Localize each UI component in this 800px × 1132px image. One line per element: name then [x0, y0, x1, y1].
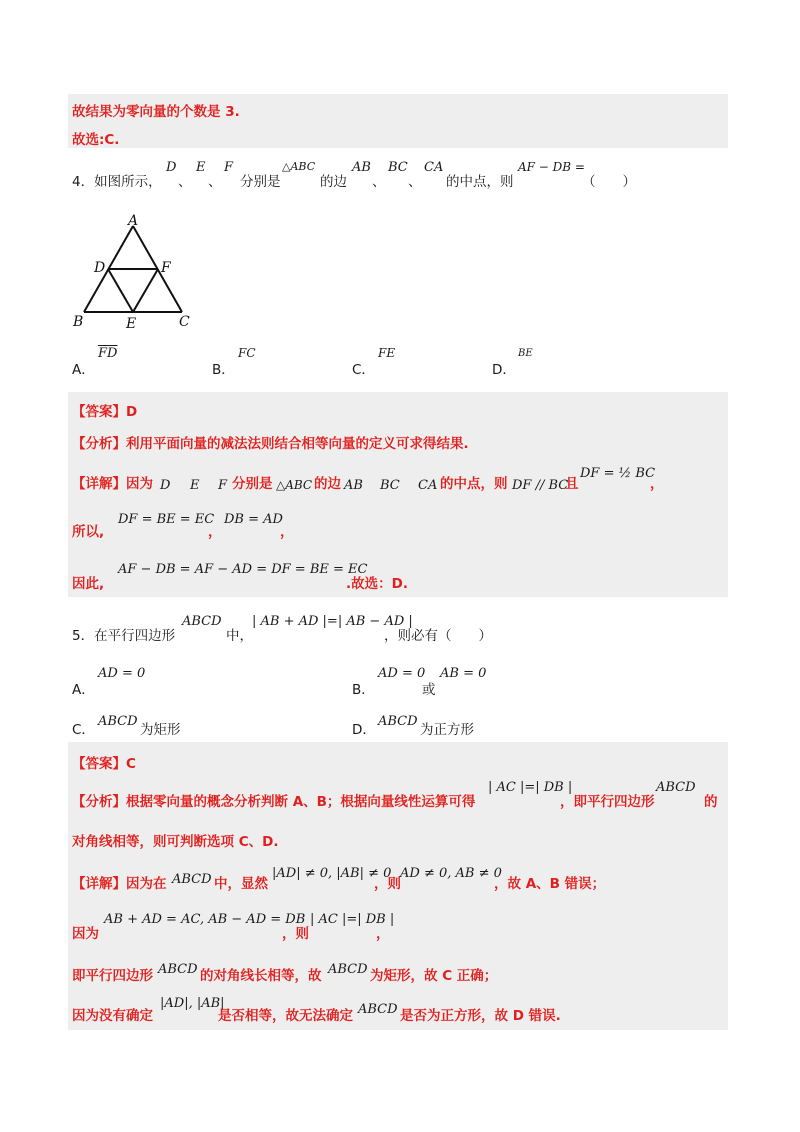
q5-abcd: ABCD — [182, 614, 222, 629]
q4-detail-half: DF = ½ BC — [580, 466, 656, 481]
q5-option-d-suffix: 为正方形 — [420, 722, 474, 738]
q4-detail-bc: BC — [380, 478, 400, 493]
q4-text: 分别是 — [240, 174, 281, 190]
figure-label-c: C — [179, 314, 190, 330]
q4-expression: AF − DB = — [518, 160, 585, 174]
q5-condition: | AB + AD |=| AB − AD | — [252, 614, 413, 629]
q4-detail-text: 且 — [565, 476, 579, 492]
q4-detail-eq1: DF = BE = EC — [118, 512, 215, 527]
figure-label-b: B — [73, 314, 84, 330]
q5-option-b-value: AD = 0 — [378, 666, 426, 681]
q5-text: ，则必有（ ） — [384, 628, 492, 644]
q4-point-f: F — [224, 160, 234, 175]
q4-analysis: 【分析】利用平面向量的减法法则结合相等向量的定义可求得结果. — [72, 436, 469, 452]
q4-detail-d: D — [160, 478, 171, 493]
q4-detail-ca: CA — [418, 478, 438, 493]
q4-option-d-value: BE — [518, 348, 533, 359]
q5-detail-text: ， — [376, 926, 390, 942]
q5-detail-eq3: AB + AD = AC, AB − AD = DB — [104, 912, 306, 927]
q4-answer: 【答案】D — [72, 404, 138, 420]
q4-detail-line2: 所以, — [72, 524, 105, 540]
q4-number: 4．如图所示， — [72, 174, 162, 190]
q5-detail-text: 是否相等，故无法确定 — [218, 1008, 353, 1024]
figure-label-a: A — [128, 213, 139, 229]
q4-point-d: D — [166, 160, 177, 175]
q4-detail-conclusion: .故选：D. — [346, 576, 408, 592]
q5-option-a[interactable]: A． — [72, 682, 95, 698]
q5-detail-abcd: ABCD — [158, 962, 198, 977]
q4-detail-comma: ， — [208, 524, 222, 540]
q5-analysis-text: ，即平行四边形 — [560, 794, 655, 810]
q5-option-a-value: AD = 0 — [98, 666, 146, 681]
q5-detail-eq4: | AC |=| DB | — [310, 912, 395, 927]
q5-option-c-suffix: 为矩形 — [140, 722, 181, 738]
q5-detail-text: 的对角线长相等，故 — [200, 968, 322, 984]
q5-detail-text: ，则 — [374, 876, 401, 892]
q4-detail-text: 分别是 — [232, 476, 273, 492]
prev-result-text: 故结果为零向量的个数是 3. — [72, 104, 240, 120]
q5-answer: 【答案】C — [72, 756, 136, 772]
q5-detail-abcd: ABCD — [358, 1002, 398, 1017]
q5-detail-text: ，则 — [282, 926, 309, 942]
q5-analysis-line2: 对角线相等，则可判断选项 C、D. — [72, 834, 279, 850]
q4-triangle: △ABC — [282, 160, 316, 173]
q5-analysis-abcd: ABCD — [656, 780, 696, 795]
q4-option-c-value: FE — [378, 346, 396, 360]
q5-option-c[interactable]: C． — [72, 722, 95, 738]
q4-detail-line1: 【详解】因为 — [72, 476, 153, 492]
q4-detail-f: F — [218, 478, 228, 493]
q4-option-a[interactable]: A． — [72, 362, 95, 378]
q5-detail-eq1: |AD| ≠ 0, |AB| ≠ 0 — [272, 866, 392, 881]
q4-text: 的边 — [320, 174, 347, 190]
q5-detail-text: 为矩形，故 C 正确； — [370, 968, 498, 984]
q5-option-c-value: ABCD — [98, 714, 138, 729]
q4-option-b[interactable]: B． — [212, 362, 235, 378]
q4-detail-comma: ， — [650, 476, 664, 492]
q4-sep: 、 — [372, 174, 386, 190]
q4-side-ab: AB — [352, 160, 371, 175]
q4-detail-eq2: DB = AD — [224, 512, 283, 527]
q4-text: 的中点，则 — [446, 174, 514, 190]
figure-label-d: D — [94, 260, 106, 276]
q4-option-c[interactable]: C． — [352, 362, 375, 378]
prev-choice-text: 故选:C. — [72, 132, 120, 148]
q4-detail-line3: 因此, — [72, 576, 105, 592]
q5-detail-text: ，故 A、B 错误； — [494, 876, 606, 892]
q4-detail-parallel: DF // BC — [512, 478, 569, 493]
q5-text: 中， — [226, 628, 253, 644]
q5-option-b-value2: AB = 0 — [440, 666, 487, 681]
q5-number: 5．在平行四边形 — [72, 628, 176, 644]
q5-detail-line3: 即平行四边形 — [72, 968, 153, 984]
q4-sep: 、 — [408, 174, 422, 190]
q4-point-e: E — [196, 160, 206, 175]
q4-paren: （ ） — [582, 174, 636, 190]
q5-analysis-text: 的 — [704, 794, 718, 810]
q4-side-bc: BC — [388, 160, 408, 175]
q5-detail-eq5: |AD|, |AB| — [160, 996, 225, 1011]
q4-detail-ab: AB — [344, 478, 363, 493]
q5-detail-line2: 因为 — [72, 926, 99, 942]
q5-option-d-value: ABCD — [378, 714, 418, 729]
q4-detail-e: E — [190, 478, 200, 493]
q4-triangle-figure — [70, 212, 200, 334]
q5-option-b[interactable]: B． — [352, 682, 375, 698]
q4-side-ca: CA — [424, 160, 444, 175]
q4-detail-tri: △ABC — [276, 478, 313, 492]
q5-detail-text: 中，显然 — [214, 876, 268, 892]
q4-detail-text: 的中点，则 — [440, 476, 508, 492]
q5-option-b-or: 或 — [422, 682, 436, 698]
q4-option-a-value: $\overline{FD}$ — [98, 346, 118, 361]
q4-detail-text: 的边 — [314, 476, 341, 492]
q4-sep: 、 — [178, 174, 192, 190]
q4-option-d[interactable]: D． — [492, 362, 516, 378]
q5-analysis-line1: 【分析】根据零向量的概念分析判断 A、B；根据向量线性运算可得 — [72, 794, 476, 810]
q4-option-b-value: FC — [238, 346, 256, 360]
q5-detail-line1: 【详解】因为在 — [72, 876, 167, 892]
q5-detail-text: 是否为正方形，故 D 错误. — [400, 1008, 561, 1024]
figure-label-e: E — [126, 316, 137, 332]
q5-detail-abcd: ABCD — [172, 872, 212, 887]
q4-detail-comma: ， — [280, 524, 294, 540]
q5-detail-eq2: AD ≠ 0, AB ≠ 0 — [400, 866, 502, 881]
q5-option-d[interactable]: D． — [352, 722, 376, 738]
q4-detail-eq3: AF − DB = AF − AD = DF = BE = EC — [118, 562, 368, 577]
figure-label-f: F — [161, 260, 171, 276]
q4-sep: 、 — [208, 174, 222, 190]
q5-analysis-eq: | AC |=| DB | — [488, 780, 573, 795]
q5-detail-abcd: ABCD — [328, 962, 368, 977]
q5-detail-line4: 因为没有确定 — [72, 1008, 153, 1024]
